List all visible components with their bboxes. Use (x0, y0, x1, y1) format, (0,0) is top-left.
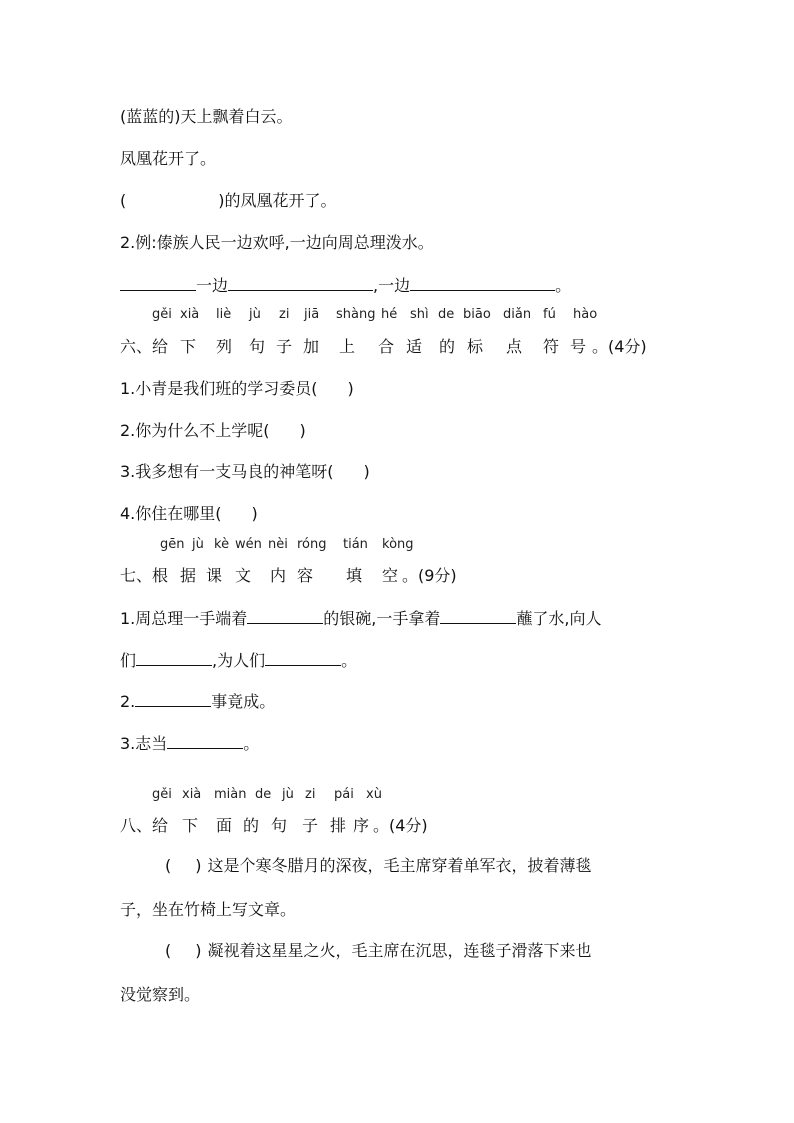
title-char: 七、根 (120, 566, 169, 585)
title-char: 子 (302, 816, 319, 835)
pinyin: kè (214, 537, 230, 552)
section-score: 。(4分) (592, 337, 647, 356)
example-line-1: (蓝蓝的)天上飘着白云。 (120, 107, 293, 126)
pinyin: diǎn (503, 307, 532, 322)
pinyin: biāo (463, 307, 491, 322)
item-text: 4.你住在哪里( (120, 504, 222, 523)
close-paren: ) (299, 421, 306, 440)
title-char: 合 (378, 337, 395, 356)
item-text: 1.小青是我们班的学习委员( (120, 379, 318, 398)
title-char: 下 (182, 816, 199, 835)
pinyin: róng (297, 537, 327, 552)
pinyin: zi (279, 307, 290, 322)
pinyin: tián (343, 537, 368, 552)
q1-text: ,为人们 (212, 651, 266, 670)
title-char: 子 (276, 337, 293, 356)
pinyin: xià (180, 307, 200, 322)
section-score: 。(9分) (402, 566, 457, 585)
pinyin: hào (573, 307, 598, 322)
pinyin: jù (282, 787, 294, 802)
open-paren: ( (165, 856, 172, 875)
ordering-text: 凝视着这星星之火，毛主席在沉思，连毯子滑落下来也 (207, 941, 592, 960)
fill-question-2 (120, 691, 275, 712)
fill-question-1 (120, 608, 601, 629)
pinyin: jù (249, 307, 261, 322)
q2-text: 事竟成。 (211, 692, 276, 711)
pinyin: nèi (268, 537, 288, 552)
title-char: 容 (297, 566, 314, 585)
answer-blank[interactable] (247, 608, 323, 624)
title-char: 符 (543, 337, 560, 356)
answer-blank[interactable] (135, 691, 211, 707)
pinyin: jiā (304, 307, 320, 322)
open-paren: ( (120, 191, 127, 210)
title-char: 适 (406, 337, 423, 356)
q1-text: 。 (341, 651, 358, 670)
open-paren: ( (165, 941, 172, 960)
title-char: 点 (506, 337, 523, 356)
q1-text: 们 (120, 651, 137, 670)
answer-blank[interactable] (410, 275, 555, 291)
punctuation-item (120, 421, 306, 441)
pinyin: kòng (382, 537, 414, 552)
q1-text: 蘸了水,向人 (516, 609, 602, 628)
title-char: 六、给 (120, 337, 169, 356)
pinyin: shàng (336, 307, 376, 322)
pinyin: shì (410, 307, 429, 322)
title-char: 列 (216, 337, 233, 356)
pinyin: miàn (214, 787, 247, 802)
example-line-2: 凤凰花开了。 (120, 149, 217, 168)
title-char: 的 (439, 337, 456, 356)
item-text: 3.我多想有一支马良的神笔呀( (120, 462, 334, 481)
title-char: 八、给 (120, 816, 169, 835)
title-char: 填 (346, 566, 363, 585)
pinyin: gěi (152, 307, 172, 322)
answer-blank[interactable] (136, 650, 212, 666)
pinyin: hé (381, 307, 398, 322)
title-char: 下 (180, 337, 197, 356)
title-char: 文 (235, 566, 252, 585)
title-char: 的 (243, 816, 260, 835)
item-text: 2.你为什么不上学呢( (120, 421, 270, 440)
title-char: 序 (353, 816, 370, 835)
close-paren: ) (251, 504, 258, 523)
ordering-item-2-cont: 没觉察到。 (120, 985, 201, 1004)
close-paren: ) (195, 941, 202, 960)
answer-blank[interactable] (265, 650, 341, 666)
pinyin: de (255, 787, 272, 802)
question-2-answer-line (120, 275, 571, 296)
q2-end: 。 (555, 276, 572, 295)
answer-blank[interactable] (120, 275, 196, 291)
ordering-text: 这是个寒冬腊月的深夜，毛主席穿着单军衣，披着薄毯 (207, 856, 592, 875)
q2-part2: ,一边 (373, 276, 411, 295)
pinyin: gēn (160, 537, 185, 552)
ordering-item-2 (165, 941, 592, 961)
title-char: 面 (216, 816, 233, 835)
fill-line-3-text: )的凤凰花开了。 (218, 191, 337, 210)
q3-text: 3.志当 (120, 734, 168, 753)
fill-line-3 (120, 191, 337, 211)
q2-part1: 一边 (196, 276, 229, 295)
title-char: 据 (180, 566, 197, 585)
q1-text: 1.周总理一手端着 (120, 609, 248, 628)
title-char: 空 (382, 566, 399, 585)
punctuation-item (120, 462, 370, 482)
fill-question-1-cont (120, 650, 357, 671)
title-char: 号 (570, 337, 587, 356)
pinyin: pái (334, 787, 354, 802)
pinyin: xù (366, 787, 382, 802)
title-char: 排 (330, 816, 347, 835)
pinyin: zi (305, 787, 316, 802)
pinyin: wén (235, 537, 262, 552)
answer-blank[interactable] (167, 733, 243, 749)
question-2-example: 2.例:傣族人民一边欢呼,一边向周总理泼水。 (120, 233, 434, 252)
pinyin: fú (543, 307, 556, 322)
fill-question-3 (120, 733, 259, 754)
pinyin: liè (216, 307, 232, 322)
title-char: 句 (249, 337, 266, 356)
close-paren: ) (195, 856, 202, 875)
section-score: 。(4分) (373, 816, 428, 835)
q3-text: 。 (243, 734, 260, 753)
q1-text: 的银碗,一手拿着 (323, 609, 441, 628)
close-paren: ) (363, 462, 370, 481)
title-char: 加 (303, 337, 320, 356)
title-char: 句 (271, 816, 288, 835)
punctuation-item (120, 504, 258, 524)
ordering-item-1-cont: 子，坐在竹椅上写文章。 (120, 900, 297, 919)
close-paren: ) (347, 379, 354, 398)
answer-blank[interactable] (228, 275, 373, 291)
pinyin: jù (192, 537, 204, 552)
pinyin: xià (182, 787, 202, 802)
punctuation-item (120, 379, 354, 399)
pinyin: gěi (152, 787, 172, 802)
title-char: 课 (206, 566, 223, 585)
title-char: 标 (467, 337, 484, 356)
answer-blank[interactable] (440, 608, 516, 624)
q2-text: 2. (120, 692, 136, 711)
title-char: 内 (270, 566, 287, 585)
title-char: 上 (339, 337, 356, 356)
pinyin: de (438, 307, 455, 322)
ordering-item-1 (165, 856, 592, 876)
